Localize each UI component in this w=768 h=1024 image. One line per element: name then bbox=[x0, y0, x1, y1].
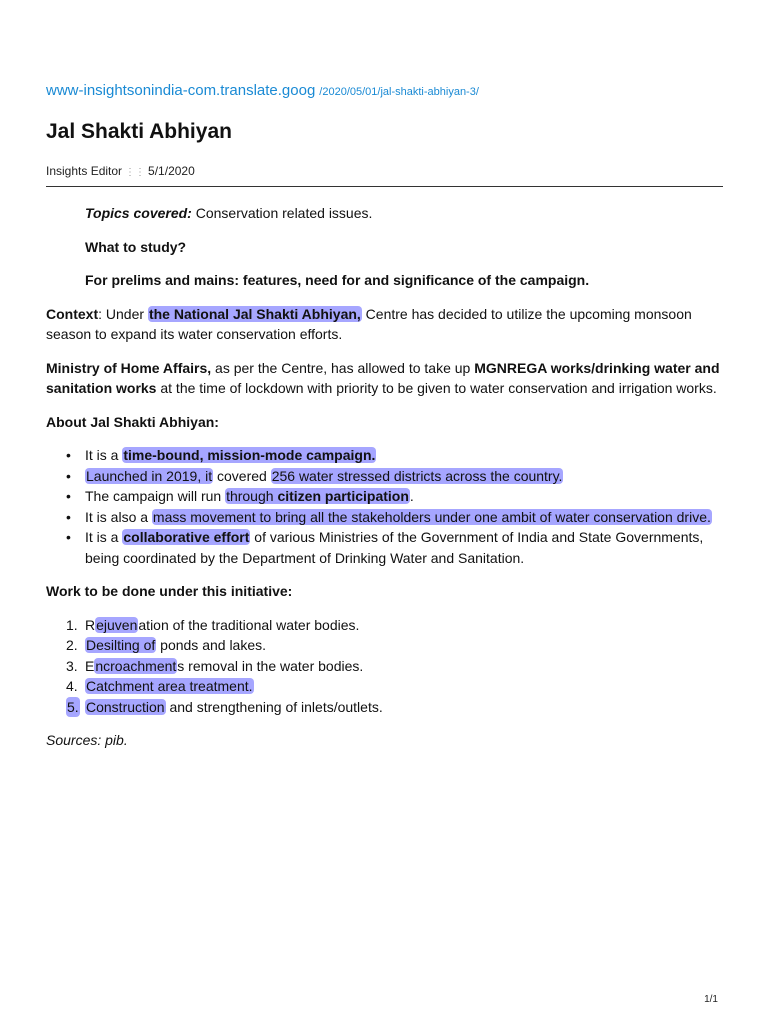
list-number: 3. bbox=[66, 657, 78, 674]
prelims-mains bbox=[46, 270, 726, 291]
article-meta bbox=[46, 164, 195, 178]
sources: Sources: pib. bbox=[46, 732, 128, 748]
list-number: 1. bbox=[66, 616, 78, 633]
work-text: E bbox=[85, 657, 95, 674]
list-item bbox=[46, 486, 726, 507]
work-highlight: Catchment area treatment. bbox=[86, 678, 253, 694]
work-text: ation of the traditional water bodies. bbox=[138, 616, 360, 633]
list-number: 5. bbox=[66, 697, 80, 718]
work-text: R bbox=[85, 616, 96, 633]
list-item bbox=[46, 676, 726, 697]
list-item bbox=[46, 697, 726, 718]
work-highlight: ejuven bbox=[96, 616, 138, 633]
url-host-link[interactable]: www-insightsonindia-com.translate.goog bbox=[46, 82, 316, 99]
list-item bbox=[46, 466, 726, 487]
meta-separator: ⋮⋮ bbox=[125, 167, 146, 178]
bullet-text: It is a bbox=[85, 447, 123, 463]
bullet-text: The campaign will run bbox=[85, 488, 226, 504]
list-item bbox=[46, 527, 726, 568]
about-list bbox=[46, 445, 726, 568]
ministry-text-2: at the time of lockdown with priority to be given to water conservation and irrigation works. bbox=[156, 380, 717, 396]
author: Insights Editor bbox=[46, 164, 123, 178]
bullet-highlight: mass movement to bring all the stakeholders under one ambit of water conservation drive. bbox=[152, 508, 711, 525]
context-paragraph bbox=[46, 304, 726, 345]
bullet-text: It is a bbox=[85, 529, 123, 545]
list-item bbox=[46, 445, 726, 466]
bullet-highlight: time-bound, mission-mode campaign. bbox=[123, 447, 376, 463]
work-text: ponds and lakes. bbox=[156, 637, 267, 653]
ministry-paragraph bbox=[46, 358, 726, 399]
bullet-highlight bbox=[225, 488, 410, 504]
bullet-highlight: collaborative effort bbox=[123, 529, 250, 545]
context-label: Context bbox=[46, 305, 99, 322]
work-heading bbox=[46, 581, 726, 602]
list-number: 4. bbox=[66, 678, 78, 694]
list-number: 2. bbox=[66, 637, 78, 653]
topics-value: Conservation related issues. bbox=[191, 205, 373, 221]
work-highlight: Construction bbox=[86, 698, 165, 715]
article-body bbox=[46, 203, 726, 764]
list-item bbox=[46, 656, 726, 677]
context-highlight: the National Jal Shakti Abhiyan, bbox=[148, 305, 361, 322]
list-item bbox=[46, 507, 726, 528]
work-list bbox=[46, 615, 726, 718]
ministry-text-1: as per the Centre, has allowed to take up bbox=[211, 359, 475, 376]
bullet-text: of various Ministries of the Government of India and State Governments, being coordinated by the Department of Drinking Water and Sanitation. bbox=[85, 529, 704, 566]
what-to-study bbox=[46, 237, 726, 258]
page-title: Jal Shakti Abhiyan bbox=[46, 120, 232, 143]
work-highlight: Desilting of bbox=[86, 637, 156, 653]
page-number: 1/1 bbox=[704, 994, 718, 1005]
work-heading-text: Work to be done under this initiative: bbox=[46, 583, 293, 599]
bullet-text: . bbox=[409, 488, 414, 504]
topics-label: Topics covered: bbox=[85, 205, 192, 221]
bullet-highlight: Launched in 2019, it bbox=[86, 467, 213, 484]
bullet-highlight: 256 water stressed districts across the country. bbox=[271, 467, 563, 484]
source-url[interactable] bbox=[46, 82, 479, 99]
date: 5/1/2020 bbox=[148, 164, 195, 178]
context-text-2: Centre has decided to utilize the upcoming monsoon season to expand its water conservation efforts. bbox=[46, 305, 692, 342]
header-divider bbox=[46, 186, 723, 187]
work-text: and strengthening of inlets/outlets. bbox=[165, 698, 383, 715]
prelims-text: For prelims and mains: features, need for and significance of the campaign. bbox=[85, 272, 590, 288]
bullet-highlight-text: through bbox=[226, 488, 278, 504]
bullet-text: It is also a bbox=[85, 508, 152, 525]
about-heading-text: About Jal Shakti Abhiyan: bbox=[46, 413, 219, 430]
bullet-text: covered bbox=[213, 467, 271, 484]
work-text: s removal in the water bodies. bbox=[177, 657, 364, 674]
ministry-bold-2: MGNREGA works/drinking water and sanitation works bbox=[46, 359, 720, 396]
what-to-study-text: What to study? bbox=[85, 238, 187, 255]
ministry-bold-1: Ministry of Home Affairs, bbox=[46, 359, 212, 376]
list-item bbox=[46, 635, 726, 656]
topics-covered bbox=[46, 203, 726, 224]
bullet-highlight-bold: citizen participation bbox=[277, 488, 409, 504]
url-path-link[interactable]: /2020/05/01/jal-shakti-abhiyan-3/ bbox=[319, 86, 479, 98]
work-highlight: ncroachment bbox=[95, 657, 177, 674]
context-text-1: : Under bbox=[98, 305, 148, 322]
list-item bbox=[46, 615, 726, 636]
about-heading bbox=[46, 412, 726, 433]
